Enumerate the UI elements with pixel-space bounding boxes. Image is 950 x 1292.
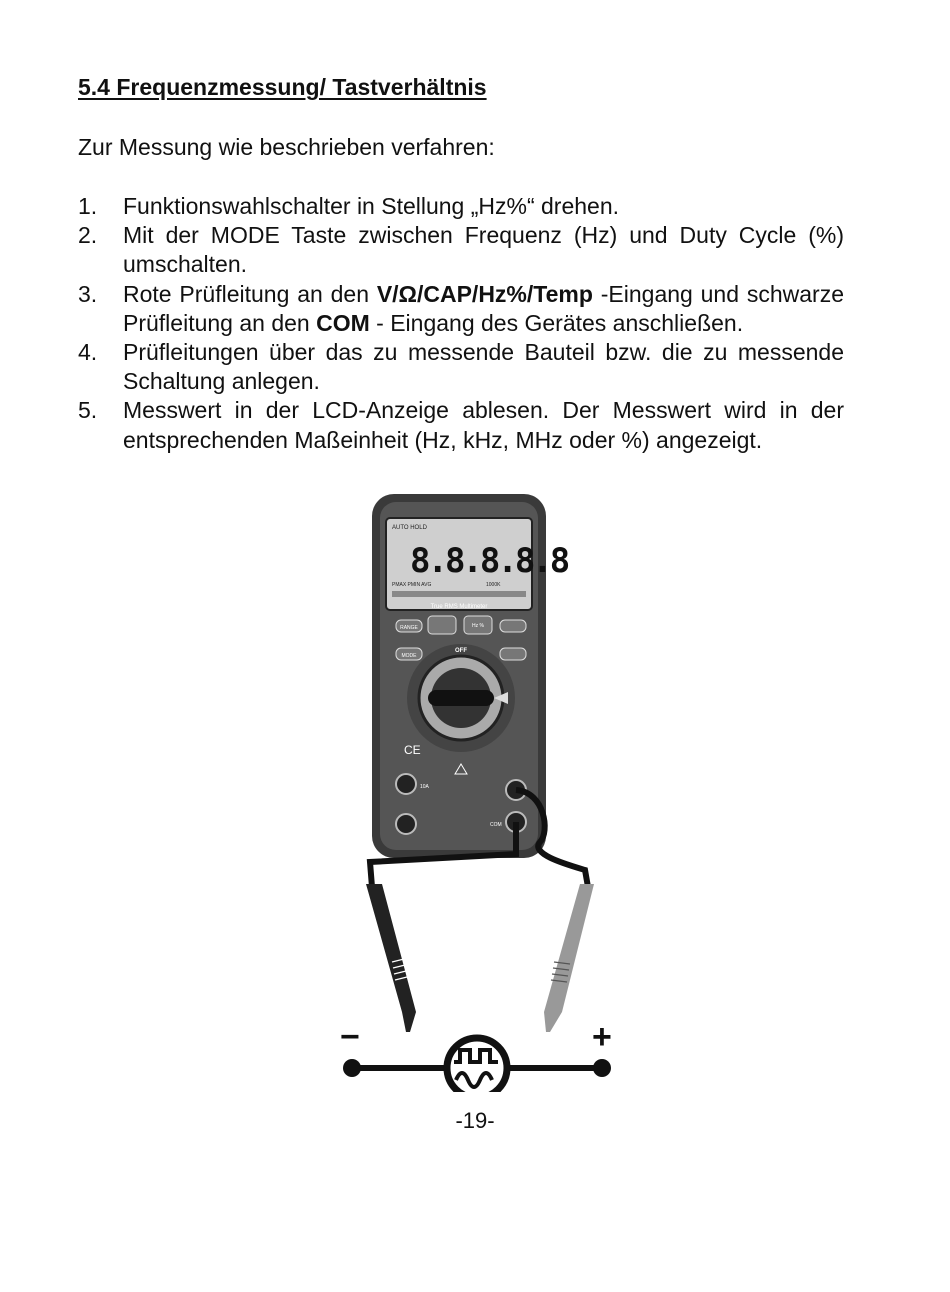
step-text: Prüfleitungen über das zu messende Bauteil bzw. die zu messende Schaltung anlegen. (123, 339, 844, 395)
mode-button-label: MODE (401, 653, 417, 659)
max-min-button (428, 616, 456, 634)
lcd-status-top: AUTO HOLD (392, 525, 427, 531)
red-probe (544, 884, 594, 1032)
list-item (78, 192, 844, 221)
minus-sign: − (340, 1018, 360, 1056)
step-text-start: Rote Prüfleitung an den (123, 280, 377, 307)
plus-sign: + (592, 1018, 612, 1056)
step-text-middle: -Eingang und schwarze Prüfleitung an den (123, 280, 844, 336)
lcd-bottom-right: 1000K (486, 582, 501, 588)
multimeter-illustration (330, 492, 630, 1092)
jack-com-label: COM (490, 822, 502, 828)
step-number: 5. (78, 397, 98, 424)
lcd-bargraph (392, 591, 526, 597)
step-text: Funktionswahlschalter in Stellung „Hz%“ drehen. (123, 193, 620, 219)
hold-button (500, 620, 526, 632)
rotary-knob (428, 690, 494, 706)
list-item (78, 396, 844, 454)
list-item (78, 338, 844, 396)
step-text: Mit der MODE Taste zwischen Frequenz (Hz) und Duty Cycle (%) umschalten. (123, 222, 844, 278)
terminal-right-icon (593, 1059, 611, 1077)
list-item (78, 280, 844, 338)
com-jack-label: COM (316, 309, 370, 336)
off-label: OFF (455, 648, 467, 654)
device-label: True RMS Multimeter (430, 604, 488, 610)
list-item (78, 221, 844, 279)
intro-text: Zur Messung wie beschrieben verfahren: (78, 134, 495, 160)
jack-10a-icon (396, 774, 416, 794)
jack-ua-ma-icon (396, 814, 416, 834)
jack-10a-label: 10A (420, 784, 429, 790)
circuit-symbol (340, 1018, 612, 1092)
page-number: -19- (455, 1108, 495, 1133)
ce-mark-icon: CE (404, 743, 421, 757)
step-number: 3. (78, 280, 98, 307)
rotary-switch (407, 644, 515, 752)
step-number: 4. (78, 339, 98, 366)
lcd-digits: 8.8.8.8.8 (410, 541, 568, 581)
step-text-end: - Eingang des Gerätes anschließen. (369, 309, 744, 336)
section-heading: 5.4 Frequenzmessung/ Tastverhältnis (78, 74, 487, 100)
step-text: Messwert in der LCD-Anzeige ablesen. Der Messwert wird in der entsprechenden Maßeinheit (Hz, kHz, MHz oder %) angezeigt. (123, 397, 844, 453)
black-probe (366, 884, 416, 1032)
range-button-label: RANGE (400, 625, 418, 631)
hz-button-label: Hz % (472, 623, 484, 629)
lcd-bottom-left: PMAX PMIN AVG (392, 582, 432, 588)
step-number: 2. (78, 222, 98, 249)
step-number: 1. (78, 193, 98, 219)
instruction-list (78, 192, 844, 455)
input-jack-label: V/Ω/CAP/Hz%/Temp (376, 280, 593, 307)
terminal-left-icon (343, 1059, 361, 1077)
light-button (500, 648, 526, 660)
